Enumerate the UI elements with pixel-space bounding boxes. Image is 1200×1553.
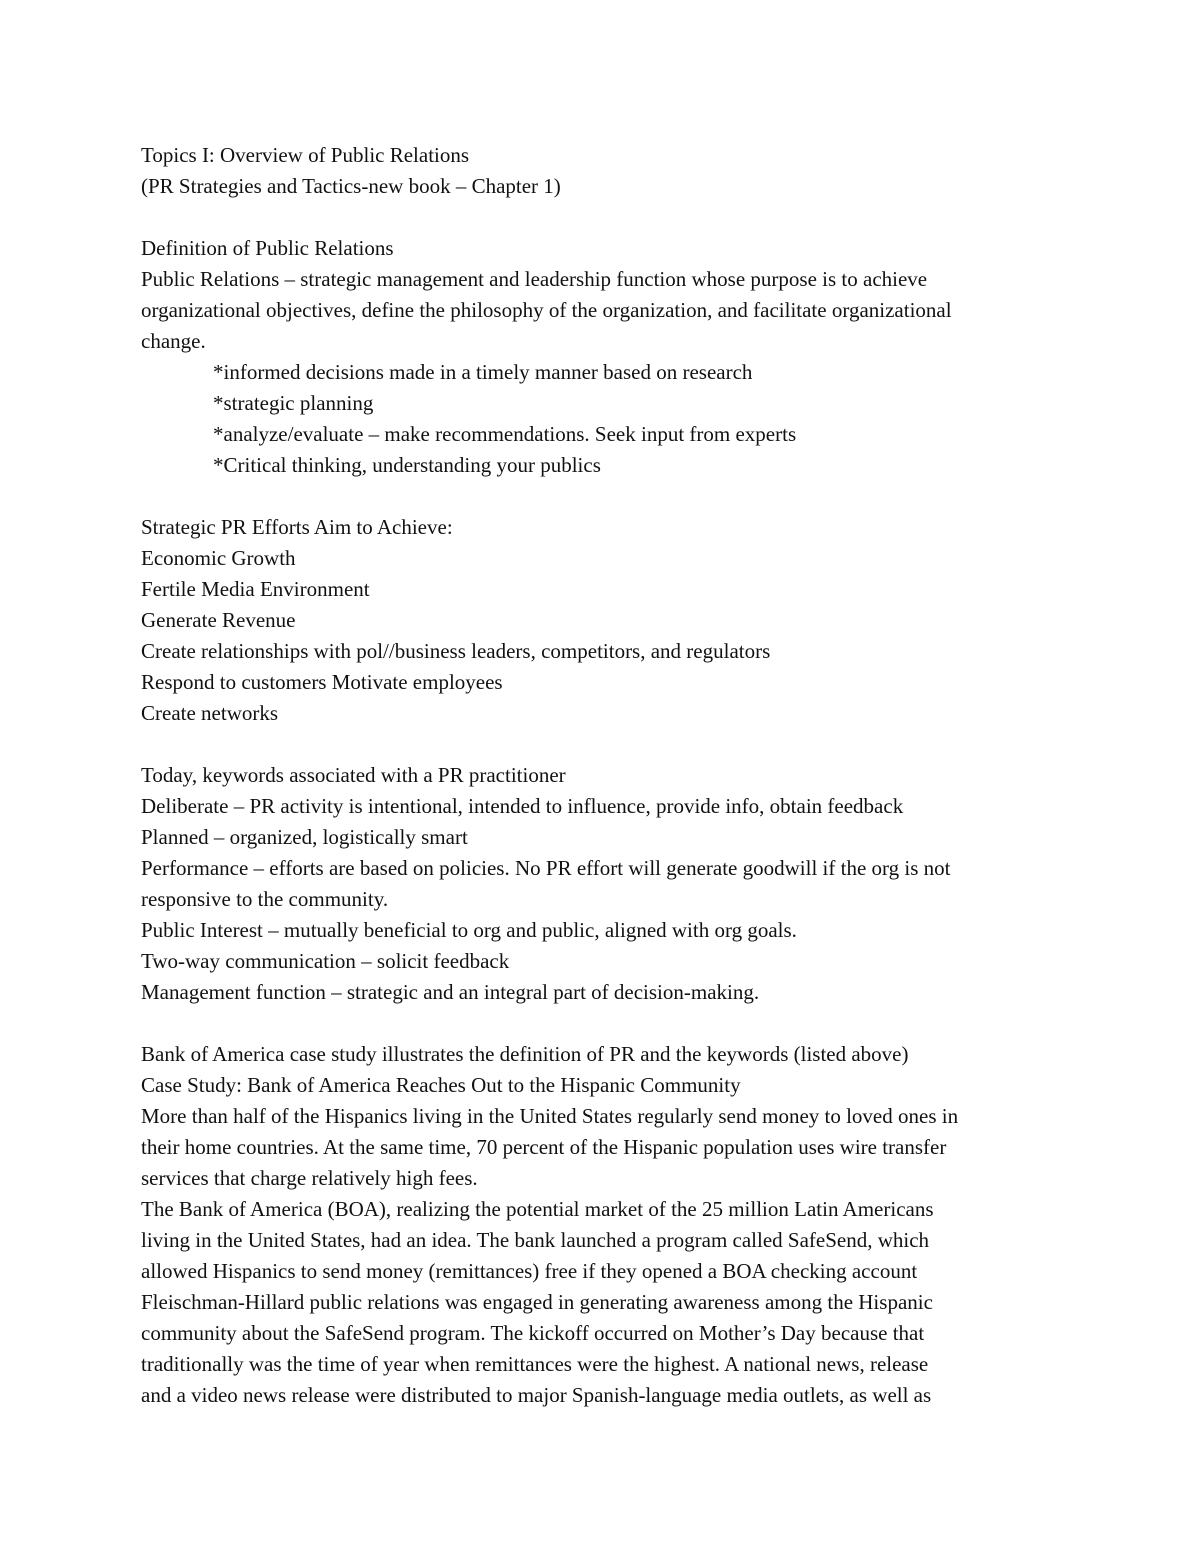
- strategic-heading: Strategic PR Efforts Aim to Achieve:: [141, 515, 453, 539]
- definition-text-line: Public Relations – strategic management and leadership function whose purpose is to achieve: [141, 267, 928, 291]
- case-study-line: living in the United States, had an idea. The bank launched a program called SafeSend, which: [141, 1228, 930, 1252]
- spacer: [141, 202, 1071, 233]
- case-study-line: More than half of the Hispanics living in the United States regularly send money to loved ones in: [141, 1104, 959, 1128]
- keyword-line: Two-way communication – solicit feedback: [141, 949, 510, 973]
- strategic-item: Create networks: [141, 701, 279, 725]
- case-study-line: community about the SafeSend program. The kickoff occurred on Mother’s Day because that: [141, 1321, 925, 1345]
- document-body: [141, 140, 1071, 1411]
- keyword-line: Planned – organized, logistically smart: [141, 825, 468, 849]
- strategic-item: Fertile Media Environment: [141, 577, 370, 601]
- case-study-title: Case Study: Bank of America Reaches Out to the Hispanic Community: [141, 1073, 741, 1097]
- keyword-line: Management function – strategic and an integral part of decision-making.: [141, 980, 760, 1004]
- spacer: [141, 481, 1071, 512]
- topic-heading: Topics I: Overview of Public Relations: [141, 143, 470, 167]
- case-study-line: and a video news release were distributed to major Spanish-language media outlets, as well as: [141, 1383, 932, 1407]
- strategic-item: Economic Growth: [141, 546, 296, 570]
- strategic-item: Create relationships with pol//business leaders, competitors, and regulators: [141, 639, 771, 663]
- keyword-line: Performance – efforts are based on policies. No PR effort will generate goodwill if the org is not: [141, 856, 951, 880]
- case-study-line: services that charge relatively high fees.: [141, 1166, 478, 1190]
- definition-bullet: *Critical thinking, understanding your publics: [213, 453, 601, 477]
- spacer: [141, 729, 1071, 760]
- case-study-line: their home countries. At the same time, 70 percent of the Hispanic population uses wire transfer: [141, 1135, 947, 1159]
- definition-heading: Definition of Public Relations: [141, 236, 394, 260]
- case-study-line: The Bank of America (BOA), realizing the potential market of the 25 million Latin Americans: [141, 1197, 934, 1221]
- keyword-line: Deliberate – PR activity is intentional, intended to influence, provide info, obtain feedback: [141, 794, 904, 818]
- keywords-heading: Today, keywords associated with a PR practitioner: [141, 763, 566, 787]
- definition-text-line: organizational objectives, define the philosophy of the organization, and facilitate organizational: [141, 298, 952, 322]
- strategic-item: Respond to customers Motivate employees: [141, 670, 503, 694]
- keyword-line: Public Interest – mutually beneficial to org and public, aligned with org goals.: [141, 918, 797, 942]
- definition-text-line: change.: [141, 329, 206, 353]
- case-study-line: allowed Hispanics to send money (remittances) free if they opened a BOA checking account: [141, 1259, 918, 1283]
- definition-bullet: *informed decisions made in a timely manner based on research: [213, 360, 753, 384]
- keyword-line: responsive to the community.: [141, 887, 389, 911]
- case-study-intro: Bank of America case study illustrates the definition of PR and the keywords (listed above): [141, 1042, 909, 1066]
- case-study-line: Fleischman-Hillard public relations was engaged in generating awareness among the Hispanic: [141, 1290, 933, 1314]
- chapter-reference: (PR Strategies and Tactics-new book – Chapter 1): [141, 174, 561, 198]
- definition-bullet: *strategic planning: [213, 391, 374, 415]
- definition-bullet: *analyze/evaluate – make recommendations. Seek input from experts: [213, 422, 797, 446]
- strategic-item: Generate Revenue: [141, 608, 296, 632]
- case-study-line: traditionally was the time of year when remittances were the highest. A national news, release: [141, 1352, 929, 1376]
- spacer: [141, 1008, 1071, 1039]
